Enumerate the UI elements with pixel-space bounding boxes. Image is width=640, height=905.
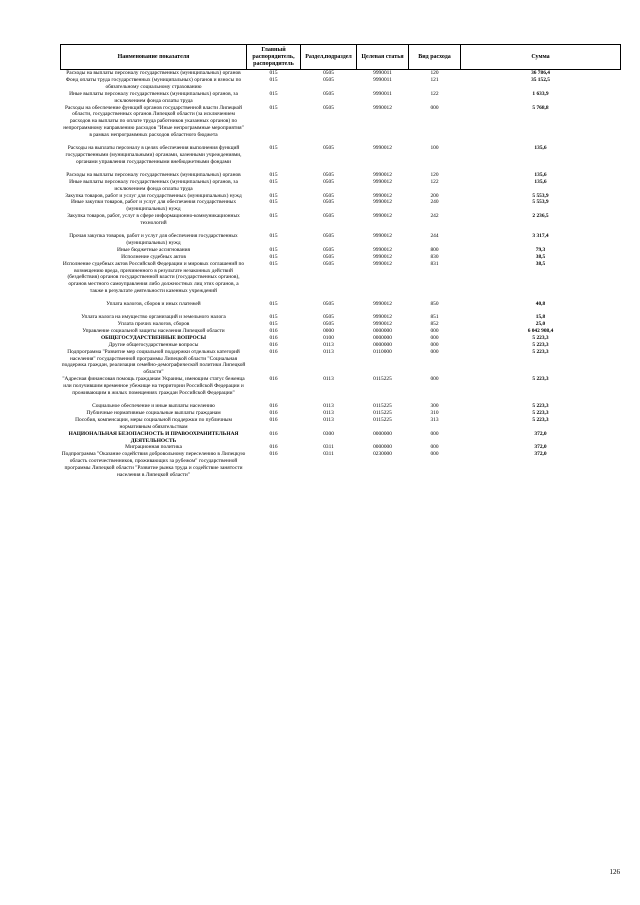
cell-glavny: 015 [269,70,278,76]
cell-glavny: 015 [269,233,278,240]
cell-vid: 000 [430,334,439,341]
cell-celevaya: 9990011 [373,90,392,97]
cell-razdel: 0505 [323,178,334,185]
cell-celevaya: 9990012 [373,171,392,178]
cell-vid: 000 [430,327,439,334]
cell-glavny: 015 [269,192,278,199]
cell-glavny: 016 [269,327,278,334]
cell-vid: 850 [430,301,439,308]
cell-summa: 5 223,3 [532,416,549,423]
cell-razdel: 0505 [323,199,334,206]
cell-celevaya: 0000000 [373,327,392,334]
cell-summa: 15,8 [535,314,546,321]
cell-name: Миграционная политика [125,444,182,451]
cell-razdel: 0113 [323,341,334,348]
budget-table-page [60,44,620,479]
cell-vid: 100 [430,145,439,152]
header-razdel: Раздел,подраздел [301,45,357,70]
cell-vid: 120 [430,70,439,76]
cell-celevaya: 0115225 [373,416,392,423]
cell-summa: 36 786,4 [531,70,550,76]
cell-celevaya: 0115225 [373,409,392,416]
cell-summa: 6 042 908,4 [527,327,554,334]
cell-razdel: 0505 [323,90,334,97]
cell-celevaya: 9990012 [373,178,392,185]
cell-vid: 300 [430,402,439,409]
cell-name: Расходы на выплаты персоналу государственных (муниципальных) органов [66,70,241,76]
cell-glavny: 016 [269,376,278,383]
cell-name: "Адресная финансовая помощь гражданам Украины, имеющим статус беженца или получившим временное убежище на территории Российской Федерации и проживающим в жилых помещениях граждан Российской Федерации" [62,376,245,397]
cell-glavny: 015 [269,260,278,267]
cell-celevaya: 9990012 [373,314,392,321]
cell-name: Другие общегосударственные вопросы [108,341,199,348]
cell-glavny: 016 [269,444,278,451]
cell-summa: 5 223,3 [532,409,549,416]
cell-glavny: 015 [269,321,278,327]
table-row [61,328,621,335]
cell-summa: 3 317,4 [532,233,549,240]
cell-vid: 000 [430,430,439,437]
cell-summa: 2 236,5 [532,213,549,220]
table-row [61,254,621,261]
cell-glavny: 015 [269,314,278,321]
cell-celevaya: 9990012 [373,233,392,240]
cell-razdel: 0300 [323,430,334,437]
cell-razdel: 0505 [323,104,334,111]
cell-razdel: 0505 [323,171,334,178]
table-row [61,376,621,397]
cell-vid: 244 [430,233,439,240]
cell-name: Уплата прочих налогов, сборов [117,321,190,327]
cell-razdel: 0505 [323,301,334,308]
cell-glavny: 015 [269,199,278,206]
cell-celevaya: 0115225 [373,402,392,409]
header-name: Наименование показателя [61,45,247,70]
cell-glavny: 015 [269,145,278,152]
cell-glavny: 016 [269,334,278,341]
cell-glavny: 016 [269,416,278,423]
cell-vid: 120 [430,171,439,178]
cell-glavny: 016 [269,402,278,409]
cell-summa: 38,5 [535,260,546,267]
cell-celevaya: 9990012 [373,301,392,308]
cell-glavny: 015 [269,246,278,253]
cell-razdel: 0505 [323,70,334,76]
table-row [61,451,621,479]
cell-name: Расходы на выплаты персоналу в целях обеспечения выполнения функций государственными (муниципальными) органами, казенными учреждениями, органами управления государственными внебюджетными фондами [65,145,242,165]
table-row [61,91,621,105]
cell-summa: 5 223,3 [532,348,549,355]
cell-razdel: 0311 [323,451,334,458]
table-row [61,105,621,140]
cell-name: Пособия, компенсации, меры социальной поддержки по публичным нормативным обязательствам [75,416,232,430]
cell-celevaya: 9990012 [373,199,392,206]
cell-name: Подпрограмма "Оказание содействия добровольному переселению в Липецкую область соотечественников, проживающих за рубежом" государственной программы Липецкой области "Развитие рынка труда и содействие занятости населения в Липецкой области" [61,451,246,479]
table-row [61,179,621,193]
cell-name: Иные выплаты персоналу государственных (муниципальных) органов, за исключением фонда оплаты труда [69,178,238,192]
cell-name: Закупка товаров, работ и услуг для государственных (муниципальных) нужд [65,192,242,199]
table-row [61,342,621,349]
cell-vid: 310 [430,409,439,416]
cell-razdel: 0113 [323,348,334,355]
cell-name: Расходы на обеспечение функций органов государственной власти Липецкой области, государственных органов Липецкой области (за исключением расходов на выплаты по оплате труда работников указанных органов) по непрограммному направлению расходов "Иные непрограммные мероприятия" в рамках непрограммных расходов областного бюджета [63,104,244,139]
cell-glavny: 016 [269,451,278,458]
cell-name: Фонд оплаты труда государственных (муниципальных) органов и взносы по обязательному социальному страхованию [65,76,242,90]
cell-summa: 135,6 [534,145,547,152]
cell-celevaya: 9990012 [373,192,392,199]
cell-name: Публичные нормативные социальные выплаты гражданам [86,409,221,416]
cell-celevaya: 9990011 [373,70,392,76]
cell-name: Прочая закупка товаров, работ и услуг для обеспечения государственных (муниципальных) нужд [69,233,238,246]
table-row [61,70,621,77]
cell-celevaya: 0000000 [373,334,392,341]
cell-glavny: 015 [269,90,278,97]
cell-summa: 5 768,8 [532,104,549,111]
cell-vid: 831 [430,260,439,267]
cell-celevaya: 9990012 [373,213,392,220]
cell-summa: 38,5 [535,253,546,260]
cell-name: Подпрограмма "Развитие мер социальной поддержки отдельных категорий населения" государственной программы Липецкой области "Социальная поддержка граждан, реализация семейно-демографической политики Липецкой области" [61,348,246,376]
cell-name: Исполнение судебных актов Российской Федерации и мировых соглашений по возмещению вреда, причиненного в результате незаконных действий (бездействия) органов государственной власти (государственных органов), органов местного самоуправления либо должностных лиц этих органов, а также в результате деятельности казенных учреждений [62,260,245,295]
header-celevaya: Целевая статья [357,45,409,70]
cell-razdel: 0100 [323,334,334,341]
cell-summa: 5 553,9 [532,192,549,199]
cell-name: Исполнение судебных актов [121,253,186,260]
cell-glavny: 016 [269,348,278,355]
cell-summa: 35 152,5 [531,76,550,83]
cell-summa: 79,3 [535,246,546,253]
table-row [61,321,621,328]
page-number: 126 [609,868,620,876]
cell-name: Закупка товаров, работ, услуг в сфере информационно-коммуникационных технологий [67,213,240,227]
table-row [61,233,621,247]
cell-name: Уплата налога на имущество организаций и земельного налога [81,314,226,321]
cell-vid: 830 [430,253,439,260]
cell-summa: 40,8 [535,301,546,308]
cell-celevaya: 9990012 [373,145,392,152]
header-glavny: Главный распорядитель, распорядитель [247,45,301,70]
cell-glavny: 016 [269,430,278,437]
cell-razdel: 0113 [323,416,334,423]
cell-vid: 000 [430,451,439,458]
table-row [61,213,621,227]
cell-vid: 242 [430,213,439,220]
cell-razdel: 0113 [323,376,334,383]
cell-celevaya: 9990012 [373,253,392,260]
cell-summa: 372,0 [534,451,547,458]
cell-razdel: 0505 [323,145,334,152]
cell-vid: 122 [430,90,439,97]
cell-vid: 000 [430,104,439,111]
cell-razdel: 0505 [323,76,334,83]
cell-celevaya: 0000000 [373,341,392,348]
cell-name: Расходы на выплаты персоналу государственных (муниципальных) органов [66,171,241,178]
cell-razdel: 0113 [323,402,334,409]
cell-vid: 000 [430,444,439,451]
cell-glavny: 015 [269,253,278,260]
cell-name: Иные бюджетные ассигнования [117,246,190,253]
cell-vid: 200 [430,192,439,199]
header-vid: Вид расхода [409,45,461,70]
cell-name: Уплата налогов, сборов и иных платежей [106,301,201,308]
cell-razdel: 0311 [323,444,334,451]
cell-vid: 121 [430,76,439,83]
header-summa: Сумма [461,45,621,70]
cell-summa: 135,6 [534,171,547,178]
cell-name: Управление социальной защиты населения Липецкой области [82,327,225,334]
cell-name: Иные выплаты персоналу государственных (муниципальных) органов, за исключением фонда оплаты труда [69,90,238,104]
cell-razdel: 0505 [323,246,334,253]
cell-vid: 000 [430,348,439,355]
cell-razdel: 0000 [323,327,334,334]
cell-summa: 372,0 [534,444,547,451]
cell-summa: 5 553,9 [532,199,549,206]
cell-glavny: 015 [269,76,278,83]
table-row [61,335,621,342]
cell-celevaya: 9990012 [373,246,392,253]
cell-summa: 25,0 [535,321,546,327]
cell-razdel: 0113 [323,409,334,416]
table-row [61,247,621,254]
cell-vid: 851 [430,314,439,321]
cell-celevaya: 0110000 [373,348,392,355]
table-row [61,403,621,410]
table-row [61,77,621,91]
cell-name: Социальное обеспечение и иные выплаты населению [92,402,215,409]
cell-vid: 800 [430,246,439,253]
table-header-row [61,45,621,70]
cell-glavny: 015 [269,301,278,308]
cell-razdel: 0505 [323,213,334,220]
cell-summa: 5 223,3 [532,376,549,383]
table-row [61,314,621,321]
cell-celevaya: 9990012 [373,321,392,327]
table-row [61,431,621,445]
cell-razdel: 0505 [323,192,334,199]
cell-celevaya: 9990011 [373,76,392,83]
table-row [61,417,621,431]
table-row [61,349,621,377]
table-row [61,172,621,179]
cell-vid: 000 [430,341,439,348]
cell-name: Иные закупки товаров, работ и услуг для обеспечения государственных (муниципальных) нужд [70,199,237,213]
cell-summa: 5 223,3 [532,402,549,409]
cell-summa: 135,6 [534,178,547,185]
cell-razdel: 0505 [323,314,334,321]
budget-table [60,44,621,479]
cell-glavny: 016 [269,341,278,348]
cell-vid: 313 [430,416,439,423]
cell-vid: 240 [430,199,439,206]
cell-glavny: 015 [269,178,278,185]
cell-razdel: 0505 [323,253,334,260]
cell-name: ОБЩЕГОСУДАРСТВЕННЫЕ ВОПРОСЫ [100,334,206,341]
table-row [61,410,621,417]
cell-name: НАЦИОНАЛЬНАЯ БЕЗОПАСНОСТЬ И ПРАВООХРАНИТЕЛЬНАЯ ДЕЯТЕЛЬНОСТЬ [68,430,239,444]
cell-celevaya: 0000000 [373,430,392,437]
table-body [61,70,621,479]
cell-vid: 852 [430,321,439,327]
table-row [61,199,621,213]
cell-vid: 000 [430,376,439,383]
cell-glavny: 015 [269,171,278,178]
cell-celevaya: 9990012 [373,260,392,267]
cell-celevaya: 0000000 [373,444,392,451]
table-row [61,145,621,166]
table-row [61,301,621,308]
cell-glavny: 016 [269,409,278,416]
cell-summa: 5 223,3 [532,334,549,341]
cell-vid: 122 [430,178,439,185]
cell-razdel: 0505 [323,233,334,240]
cell-razdel: 0505 [323,260,334,267]
cell-razdel: 0505 [323,321,334,327]
cell-summa: 372,0 [534,430,547,437]
cell-glavny: 015 [269,104,278,111]
cell-summa: 1 633,9 [532,90,549,97]
cell-celevaya: 0230000 [373,451,392,458]
cell-glavny: 015 [269,213,278,220]
cell-summa: 5 223,3 [532,341,549,348]
table-row [61,261,621,296]
cell-celevaya: 0115225 [373,376,392,383]
cell-celevaya: 9990012 [373,104,392,111]
